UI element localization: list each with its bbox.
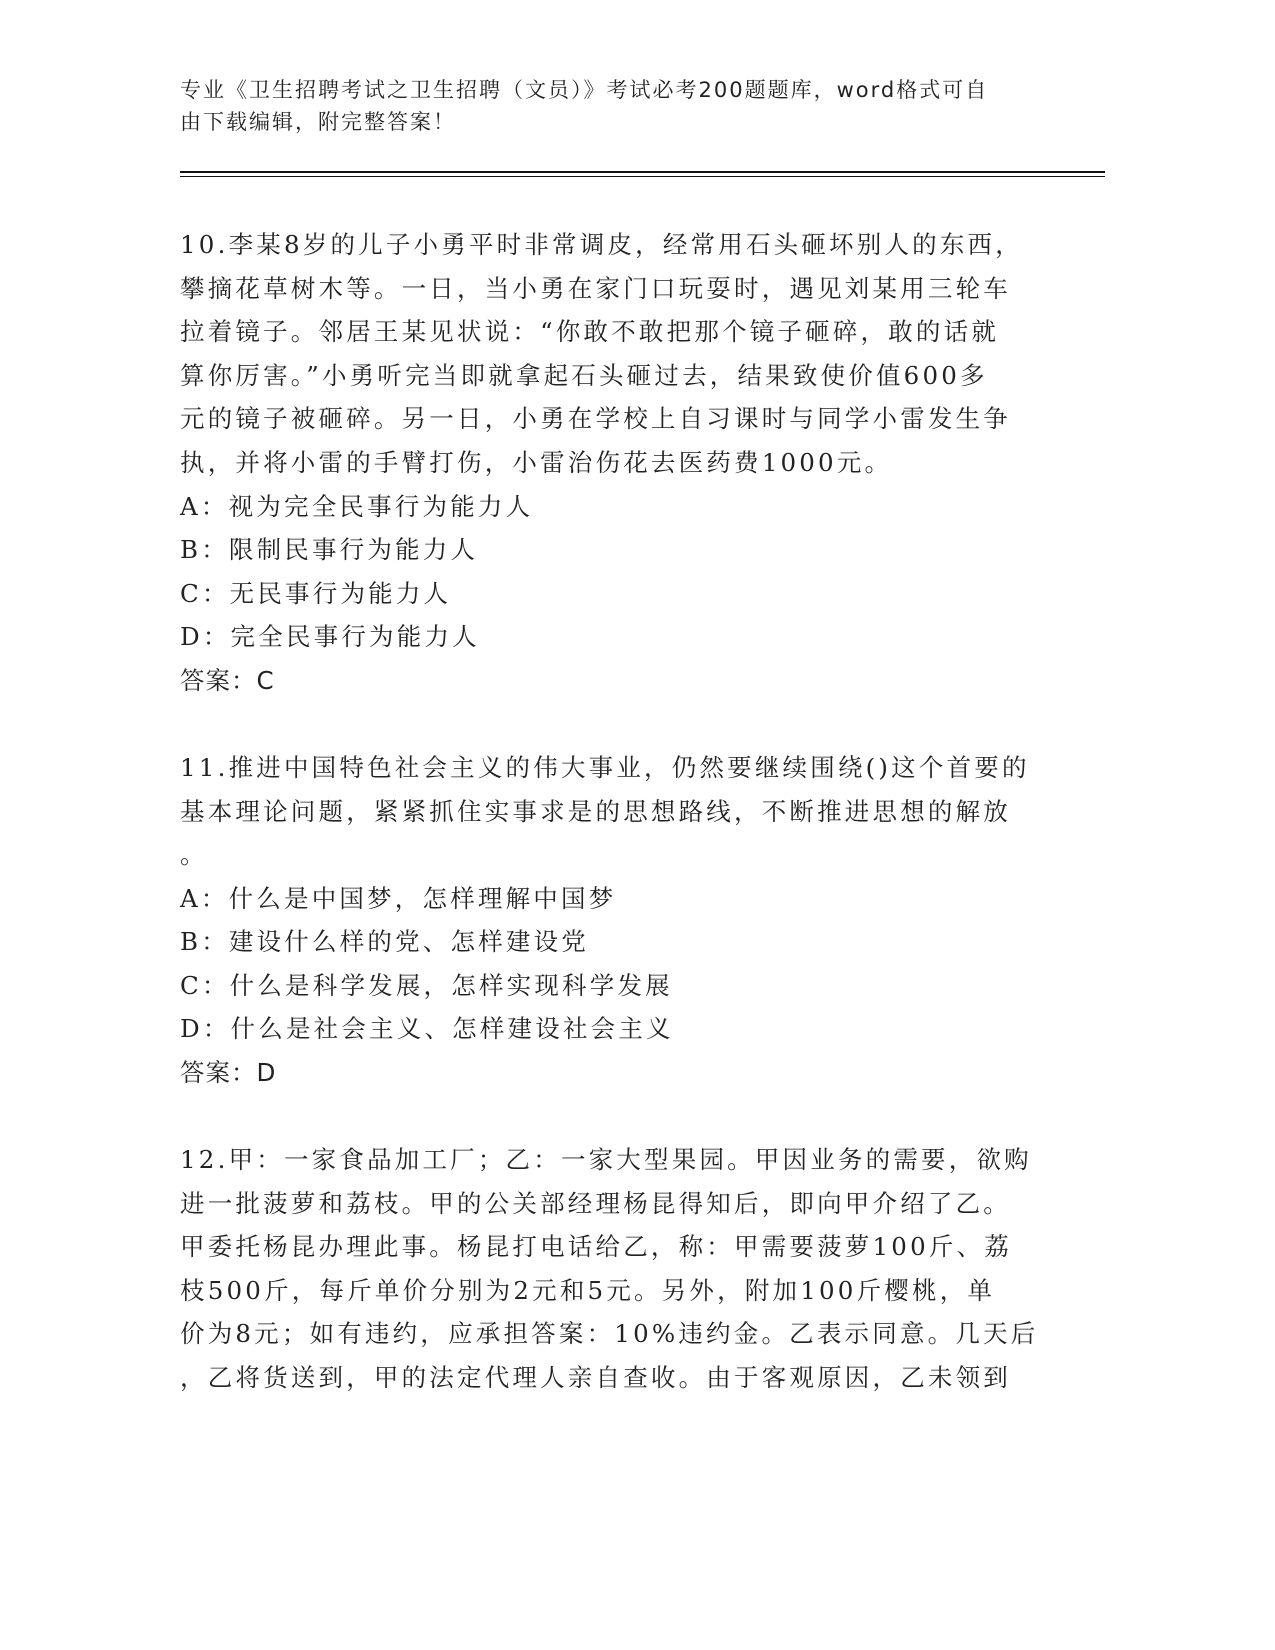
answer: 答案：D	[180, 1058, 277, 1087]
question-text-line: 枝500斤，每斤单价分别为2元和5元。另外，附加100斤樱桃，单	[180, 1276, 996, 1305]
question-text-line: ，乙将货送到，甲的法定代理人亲自查收。由于客观原因，乙未领到	[180, 1363, 1011, 1392]
option-a: A：视为完全民事行为能力人	[180, 492, 534, 521]
header-divider	[180, 171, 1105, 173]
header-line: 专业《卫生招聘考试之卫生招聘（文员）》考试必考200题题库，word格式可自	[180, 78, 989, 102]
option-c: C：什么是科学发展，怎样实现科学发展	[180, 971, 673, 1000]
question-text-line: 攀摘花草树木等。一日，当小勇在家门口玩耍时，遇见刘某用三轮车	[180, 274, 1011, 303]
option-d: D：什么是社会主义、怎样建设社会主义	[180, 1014, 674, 1043]
option-b: B：限制民事行为能力人	[180, 535, 479, 564]
question-text-line: 11.推进中国特色社会主义的伟大事业，仍然要继续围绕()这个首要的	[180, 753, 1030, 782]
question-text-line: 基本理论问题，紧紧抓住实事求是的思想路线，不断推进思想的解放	[180, 797, 1011, 826]
header-line: 由下载编辑，附完整答案！	[180, 110, 456, 134]
option-b: B：建设什么样的党、怎样建设党	[180, 927, 590, 956]
answer: 答案：C	[180, 666, 275, 695]
option-a: A：什么是中国梦，怎样理解中国梦	[180, 884, 617, 913]
question-text-line: 甲委托杨昆办理此事。杨昆打电话给乙，称：甲需要菠萝100斤、荔	[180, 1232, 1012, 1261]
option-d: D：完全民事行为能力人	[180, 622, 480, 651]
option-c: C：无民事行为能力人	[180, 579, 452, 608]
header-divider-thin	[180, 176, 1105, 177]
question-text-line: 进一批菠萝和荔枝。甲的公关部经理杨昆得知后，即向甲介绍了乙。	[180, 1189, 1011, 1218]
question-text-line: 12.甲：一家食品加工厂；乙：一家大型果园。甲因业务的需要，欲购	[180, 1145, 1032, 1174]
question-text-line: 算你厉害。”小勇听完当即就拿起石头砸过去，结果致使价值600多	[180, 361, 988, 390]
question-text-line: 价为8元；如有违约，应承担答案：10%违约金。乙表示同意。几天后	[180, 1319, 1039, 1348]
question-text-line: 拉着镜子。邻居王某见状说：“你敢不敢把那个镜子砸碎，敢的话就	[180, 317, 1000, 346]
question-text-line: 元的镜子被砸碎。另一日，小勇在学校上自习课时与同学小雷发生争	[180, 404, 1011, 433]
question-text-line: 10.李某8岁的儿子小勇平时非常调皮，经常用石头砸坏别人的东西，	[180, 230, 1023, 259]
question-text-line: 。	[180, 840, 208, 869]
question-text-line: 执，并将小雷的手臂打伤，小雷治伤花去医药费1000元。	[180, 448, 893, 477]
